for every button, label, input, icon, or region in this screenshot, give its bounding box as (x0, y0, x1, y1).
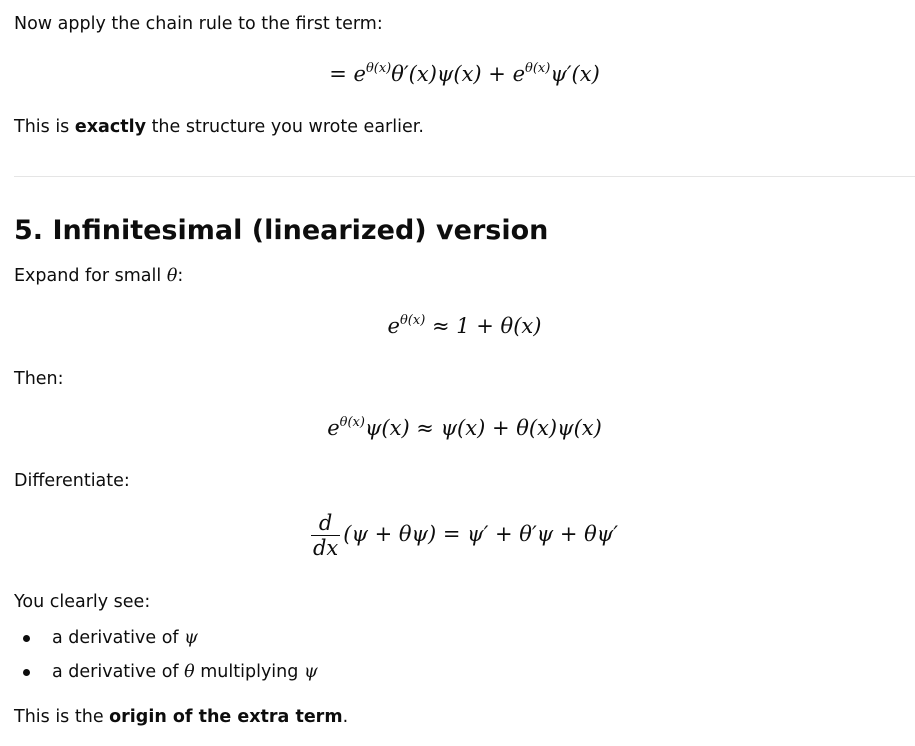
psi-symbol: ψ (303, 662, 318, 682)
eq-exponent-1: θ(x) (365, 61, 392, 76)
section-number: 5. (14, 215, 44, 246)
eq-expand-exponent: θ(x) (399, 313, 426, 328)
structure-note (14, 115, 424, 139)
eq-exp-base-2: e (512, 62, 525, 86)
section-title: Infinitesimal (linearized) version (52, 215, 549, 246)
conclusion (14, 705, 348, 729)
bullet-icon (23, 635, 30, 642)
fraction-denominator: dx (312, 536, 339, 560)
eq-then-exponent: θ(x) (339, 415, 365, 430)
eq-then-base: e (327, 416, 340, 440)
bullet-text: a derivative of (52, 662, 185, 682)
equation-then (14, 414, 915, 442)
equation-derivative (14, 512, 915, 559)
section-divider (14, 176, 915, 177)
equation-expand (14, 312, 915, 340)
conclusion-tail: . (342, 707, 349, 727)
expand-text-lead: Expand for small (14, 266, 167, 286)
eq-exp-base-1: e (353, 62, 366, 86)
eq-expand-rest: ≈ 1 + θ(x) (425, 314, 542, 338)
fraction-numerator: d (311, 512, 340, 536)
differentiate-label: Differentiate: (14, 471, 130, 491)
eq-expand-base: e (387, 314, 400, 338)
structure-note-lead: This is (14, 117, 75, 137)
bullet-list (14, 626, 318, 694)
eq-then-rest: ψ(x) ≈ ψ(x) + θ(x)ψ(x) (364, 416, 602, 440)
eq-term-2: ψ′(x) (550, 62, 600, 86)
eq-derivative-rest: (ψ + θψ) = ψ′ + θ′ψ + θψ′ (343, 522, 619, 546)
theta-symbol: θ (184, 662, 195, 682)
then-label: Then: (14, 369, 64, 389)
conclusion-emphasis: origin of the extra term (109, 707, 343, 727)
structure-note-tail: the structure you wrote earlier. (146, 117, 424, 137)
bullet-text: a derivative of (52, 628, 185, 648)
list-item (14, 626, 318, 660)
chat-response-document (14, 0, 915, 746)
psi-symbol: ψ (184, 628, 198, 648)
derivative-fraction (311, 512, 340, 559)
conclusion-lead: This is the (14, 707, 110, 727)
eq-exponent-2: θ(x) (525, 61, 551, 76)
expand-text-tail: : (177, 266, 184, 286)
eq-equals: = (329, 62, 347, 86)
list-item (14, 660, 318, 694)
bullet-icon (23, 669, 30, 676)
bullet-text-tail: multiplying (194, 662, 304, 682)
theta-symbol: θ (166, 266, 178, 286)
structure-note-emphasis: exactly (74, 117, 146, 137)
expand-text (14, 264, 183, 288)
equation-chain-rule (14, 60, 915, 88)
chain-rule-intro: Now apply the chain rule to the first term: (14, 14, 383, 34)
see-label: You clearly see: (14, 592, 151, 612)
eq-term-1: θ′(x)ψ(x) + (391, 62, 513, 86)
section-heading (14, 213, 548, 249)
